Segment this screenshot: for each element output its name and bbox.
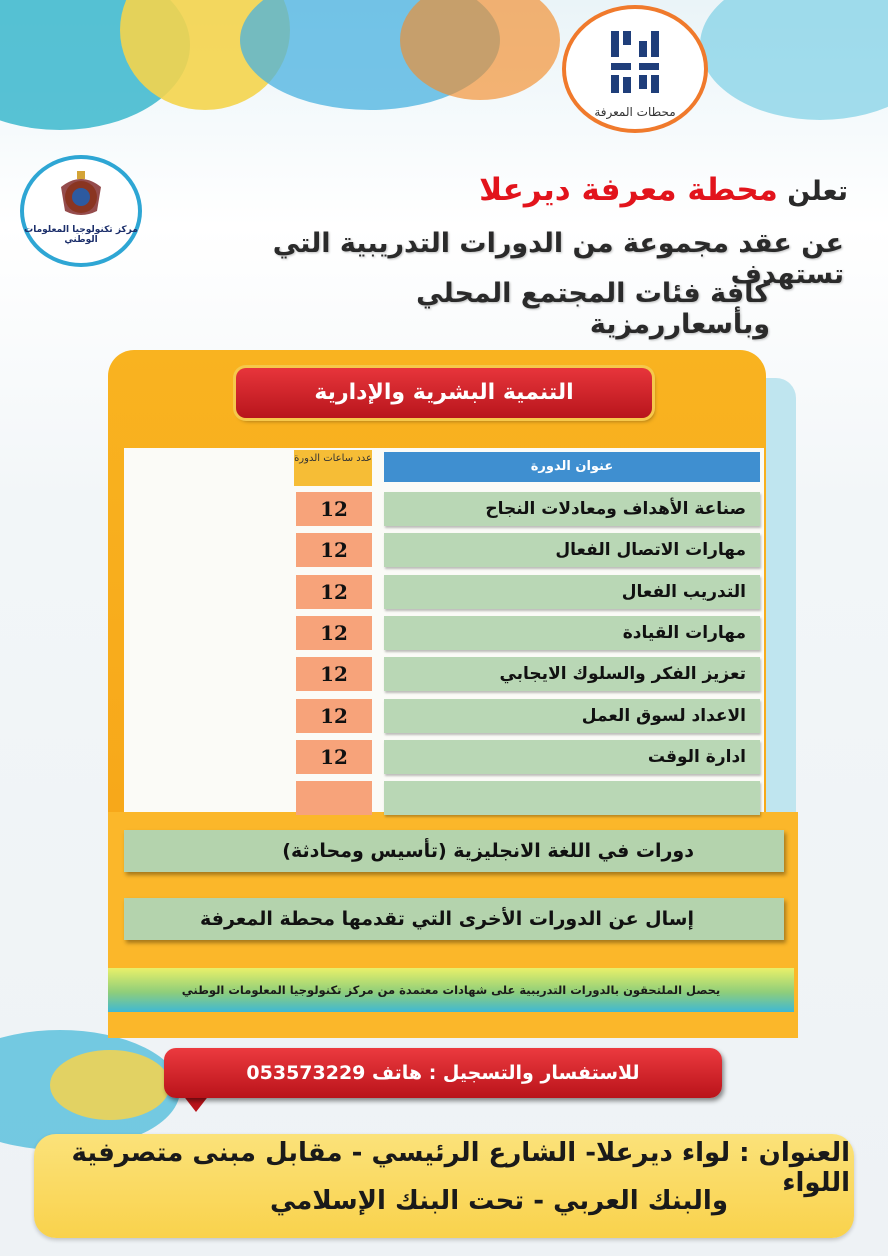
course-title: الاعداد لسوق العمل — [384, 699, 760, 733]
knowledge-stations-emblem-icon — [605, 27, 665, 97]
english-courses-bar: دورات في اللغة الانجليزية (تأسيس ومحادثة) — [124, 830, 784, 872]
course-title: صناعة الأهداف ومعادلات النجاح — [384, 492, 760, 526]
course-title: مهارات الاتصال الفعال — [384, 533, 760, 567]
course-hours: 12 — [296, 575, 372, 609]
course-hours: 12 — [296, 657, 372, 691]
address-line-2: والبنك العربي - تحت البنك الإسلامي — [269, 1186, 728, 1216]
announcement-line-1 — [428, 172, 848, 208]
contact-label: للاستفسار والتسجيل : هاتف — [372, 1062, 640, 1084]
title-column-header: عنوان الدورة — [384, 452, 760, 482]
certificate-note: يحصل الملتحقون بالدورات التدريبية على شهادات معتمدة من مركز تكنولوجيا المعلومات الوطني — [108, 968, 794, 1012]
royal-crest-icon — [53, 167, 109, 223]
ncit-logo — [20, 155, 142, 267]
course-title: ادارة الوقت — [384, 740, 760, 774]
section-title: التنمية البشرية والإدارية — [236, 368, 652, 418]
course-title: تعزيز الفكر والسلوك الايجابي — [384, 657, 760, 691]
contact-bar — [164, 1048, 722, 1098]
course-hours: 12 — [296, 492, 372, 526]
decor-swirl-bottom-yellow — [50, 1050, 170, 1120]
ncit-logo-text: مركز تكنولوجيا المعلومات الوطني — [24, 225, 138, 245]
course-title: مهارات القيادة — [384, 616, 760, 650]
course-title: التدريب الفعال — [384, 575, 760, 609]
course-hours: 12 — [296, 740, 372, 774]
decor-swirl-lightteal — [700, 0, 888, 120]
course-hours: 12 — [296, 699, 372, 733]
course-hours — [296, 781, 372, 815]
phone-number: 053573229 — [246, 1062, 366, 1084]
course-hours: 12 — [296, 533, 372, 567]
announcement-prefix: تعلن — [787, 176, 848, 207]
knowledge-stations-logo-text: محطات المعرفة — [594, 105, 676, 119]
knowledge-stations-logo — [562, 5, 708, 133]
course-hours: 12 — [296, 616, 372, 650]
address-line-1: العنوان : لواء ديرعلا- الشارع الرئيسي - مقابل مبنى متصرفية اللواء — [71, 1138, 850, 1198]
other-courses-bar: إسال عن الدورات الأخرى التي تقدمها محطة المعرفة — [124, 898, 784, 940]
course-title — [384, 781, 760, 815]
announcement-line-2: عن عقد مجموعة من الدورات التدريبية التي تستهدف — [272, 228, 844, 290]
station-name: محطة معرفة ديرعلا — [479, 172, 778, 208]
announcement-line-3: كافة فئات المجتمع المحلي وبأسعاررمزية — [416, 278, 770, 340]
hours-column-header: عدد ساعات الدورة — [294, 450, 372, 486]
